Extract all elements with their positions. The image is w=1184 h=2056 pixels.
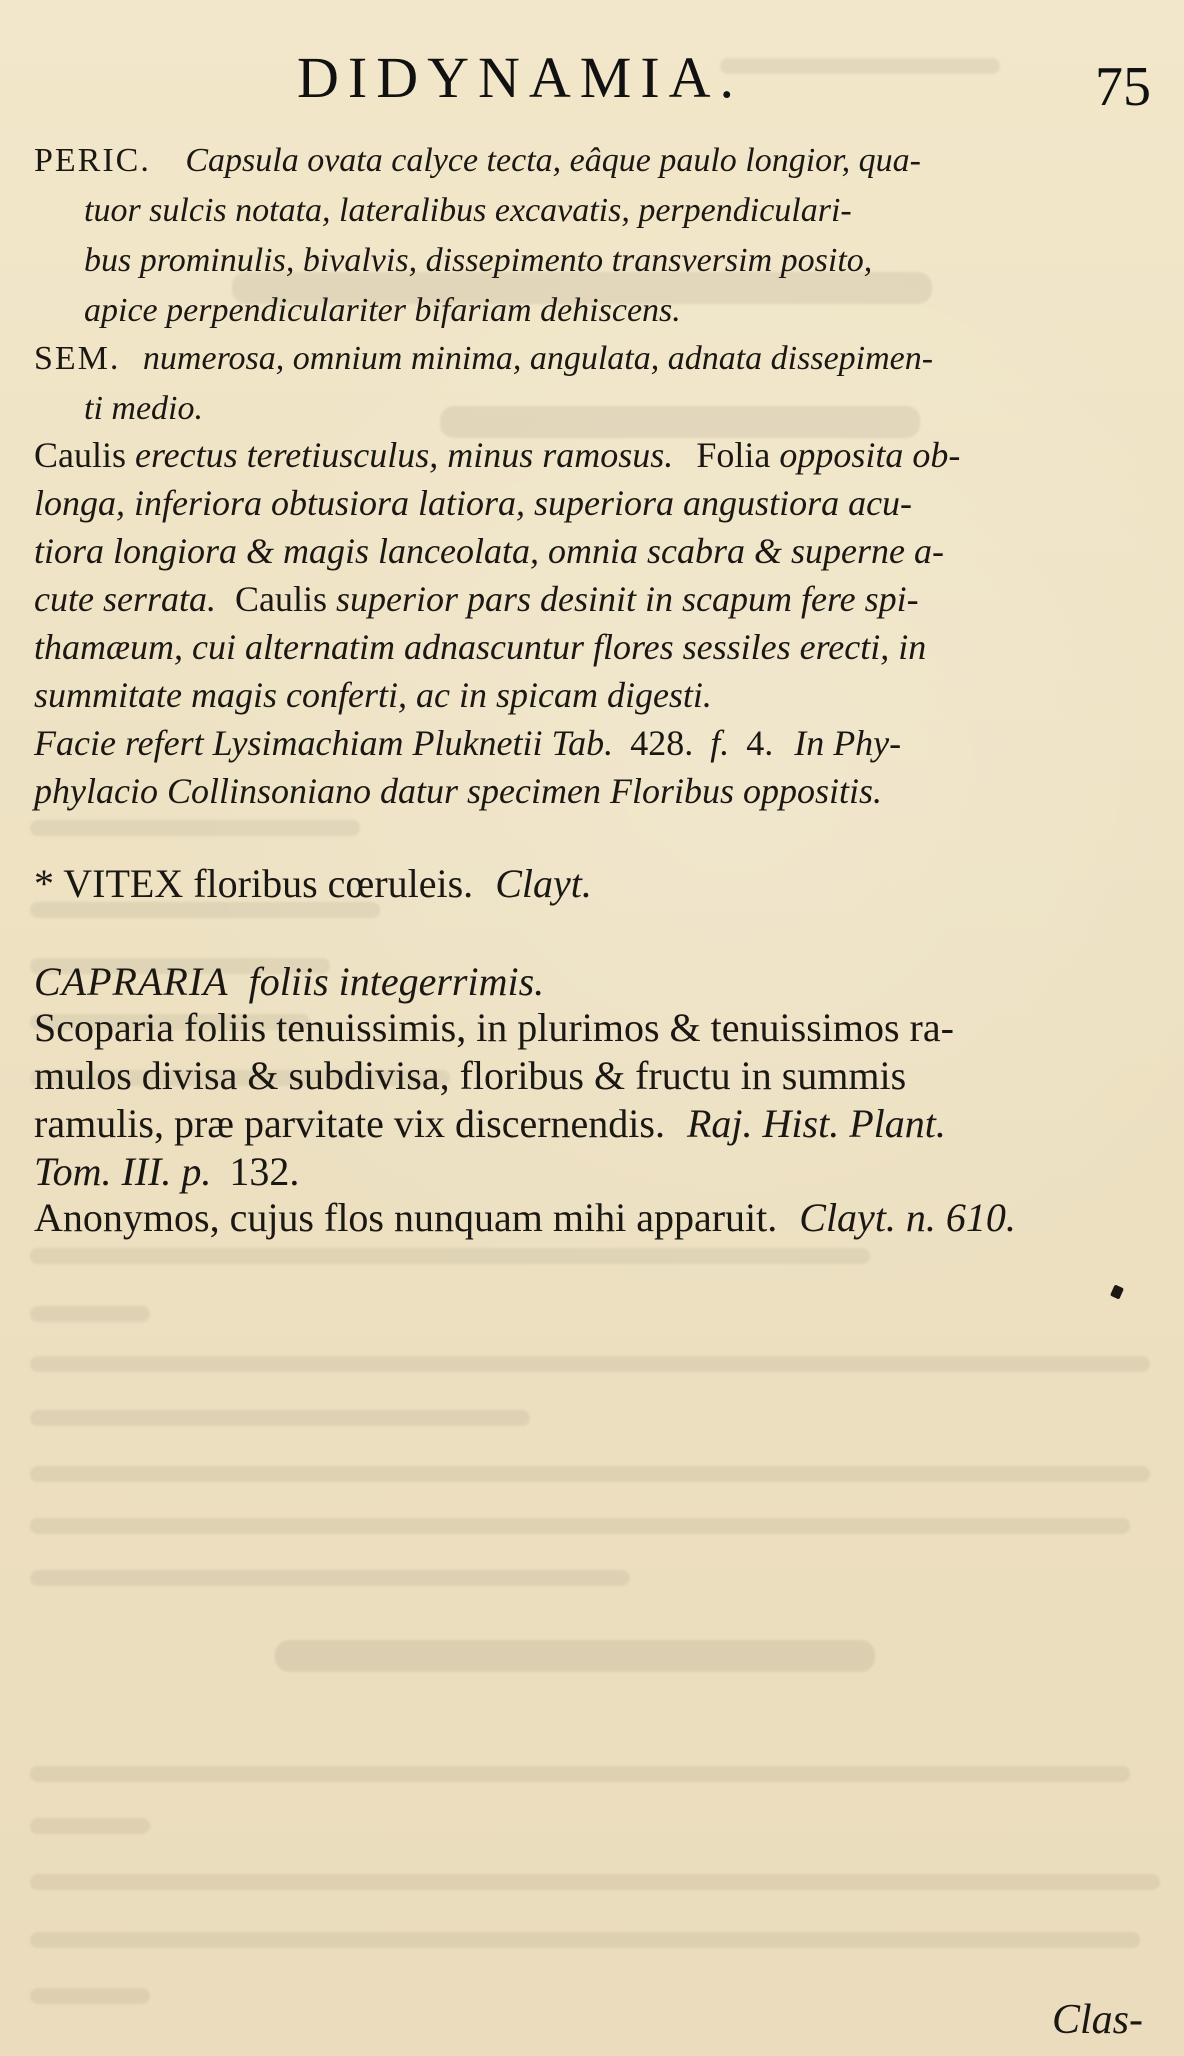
description-line-4	[34, 578, 919, 620]
vitex-entry	[34, 860, 592, 907]
caulis-word-1: Caulis	[34, 435, 127, 475]
page-number: 75	[1095, 56, 1151, 118]
capraria-source: Raj. Hist. Plant.	[686, 1101, 946, 1146]
semen-label: SEM.	[34, 340, 121, 377]
capraria-line-3	[34, 1100, 946, 1147]
pericarp-text-line-1: Capsula ovata calyce tecta, eâque paulo longior, qua-	[185, 142, 921, 179]
description-line-2: longa, inferiora obtusiora latiora, superiora angustiora acu-	[34, 483, 913, 523]
description-opposita: opposita ob-	[779, 435, 961, 475]
ink-mark	[1110, 1284, 1124, 1299]
capraria-line-1: Scoparia foliis tenuissimis, in plurimos & tenuissimos ra-	[34, 1005, 954, 1050]
semen-text-line-1: numerosa, omnium minima, angulata, adnata dissepimen-	[142, 340, 934, 377]
capraria-line-2: mulos divisa & subdivisa, floribus & fructu in summis	[34, 1053, 907, 1098]
description-line-1	[34, 434, 960, 476]
description-scapum: superior pars desinit in scapum fere spi-	[335, 579, 919, 619]
capraria-title-rest: foliis integerrimis.	[248, 959, 545, 1004]
pericarp-line-4: apice perpendiculariter bifariam dehiscens.	[84, 292, 681, 329]
pericarp-line-3: bus prominulis, bivalvis, dissepimento transversim posito,	[84, 242, 873, 279]
pericarp-line-1	[34, 142, 921, 180]
in-phy: In Phy-	[794, 723, 902, 763]
figure-number: 4.	[746, 723, 774, 763]
capraria-title	[34, 958, 544, 1005]
capraria-genus: CAPRARIA	[34, 959, 229, 1004]
running-head-title: DIDYNAMIA.	[297, 45, 744, 110]
capraria-line-4	[34, 1148, 299, 1195]
semen-line-1	[34, 340, 933, 378]
semen-line-2: ti medio.	[84, 390, 203, 427]
caulis-word-2: Caulis	[234, 579, 327, 619]
description-line-7	[34, 722, 901, 764]
table-number: 428.	[630, 723, 694, 763]
pericarp-label: PERIC.	[34, 142, 151, 179]
folia-word: Folia	[696, 435, 771, 475]
capraria-ramulis: ramulis, præ parvitate vix discernendis.	[34, 1101, 665, 1146]
description-line-3: tiora longiora & magis lanceolata, omnia scabra & superne a-	[34, 531, 944, 571]
pericarp-line-2: tuor sulcis notata, lateralibus excavatis, perpendiculari-	[84, 192, 852, 229]
capraria-page: 132.	[229, 1149, 300, 1194]
figure-abbrev: f.	[710, 723, 730, 763]
description-line-6: summitate magis conferti, ac in spicam digesti.	[34, 675, 712, 715]
capraria-line-5	[34, 1194, 1016, 1241]
capraria-tom: Tom. III. p.	[34, 1149, 212, 1194]
catchword: Clas-	[1052, 1997, 1144, 2043]
cute-serrata: cute serrata.	[34, 579, 216, 619]
vitex-source: Clayt.	[495, 861, 592, 906]
vitex-text: * VITEX floribus cœruleis.	[34, 861, 474, 906]
anonymos-text: Anonymos, cujus flos nunquam mihi apparuit.	[34, 1195, 778, 1240]
description-caulis-phrase: erectus teretiusculus, minus ramosus.	[135, 435, 674, 475]
anonymos-source: Clayt. n. 610.	[799, 1195, 1016, 1240]
description-line-8: phylacio Collinsoniano datur specimen Floribus oppositis.	[34, 771, 882, 811]
facie-refert: Facie refert Lysimachiam Pluknetii Tab.	[34, 723, 614, 763]
description-line-5: thamæum, cui alternatim adnascuntur flores sessiles erecti, in	[34, 627, 927, 667]
